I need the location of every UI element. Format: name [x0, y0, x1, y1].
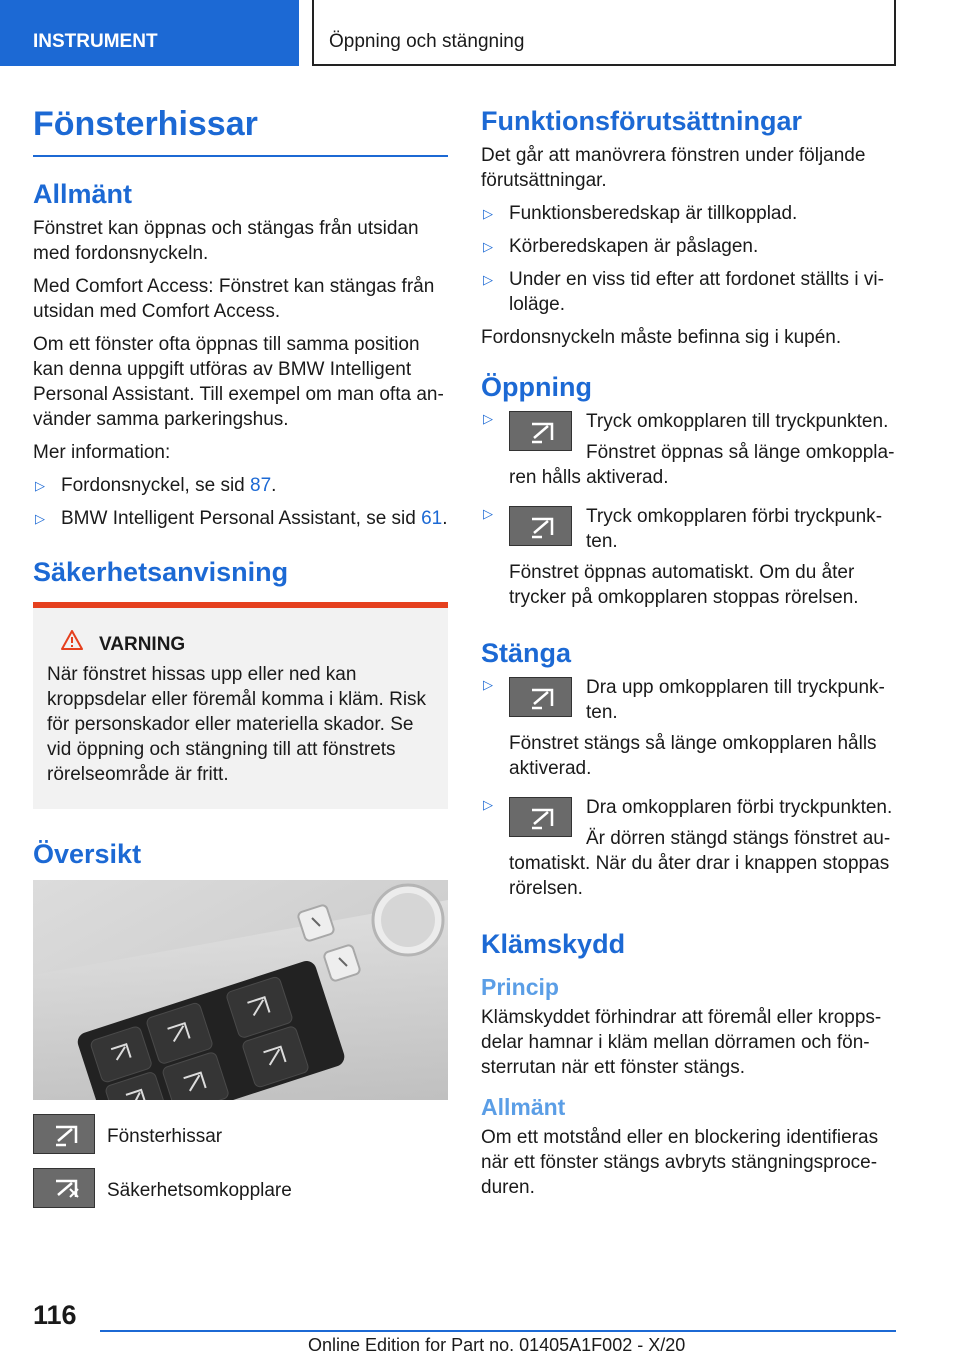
safety-heading: Säkerhetsanvisning — [33, 557, 289, 588]
list-item: ▷ Funktionsberedskap är tillkopplad. — [483, 203, 798, 224]
triangle-bullet-icon: ▷ — [483, 206, 493, 221]
triangle-bullet-icon: ▷ — [483, 411, 493, 426]
more-info-label: Mer information: — [33, 442, 171, 464]
triangle-bullet-icon: ▷ — [483, 677, 493, 692]
warning-triangle-icon — [61, 630, 83, 656]
warning-text: När fönstret hissas upp eller ned kan kroppsdelar eller föremål komma i kläm. Risk för personskador eller materiella skador. Se vid öppning och stängning till att fönstrets rörelseområde är fritt. — [47, 664, 427, 786]
requirements-heading: Funktionsförutsättningar — [481, 106, 802, 136]
safety-switch-icon — [33, 1168, 95, 1208]
general-paragraph-1: Fönstret kan öppnas och stängas från utsidan med fordonsnyckeln. — [33, 218, 419, 265]
warning-title: VARNING — [61, 630, 434, 656]
requirements-intro: Det går att manövrera fönstren under följande förutsättningar. — [481, 145, 866, 191]
section-tab — [0, 0, 299, 66]
triangle-bullet-icon: ▷ — [483, 506, 493, 521]
right-column — [481, 96, 896, 1208]
general-heading: Allmänt — [33, 179, 133, 210]
window-switch-icon — [33, 1114, 95, 1154]
pinch-general-heading: Allmänt — [481, 1094, 566, 1120]
legend-label-window-lifts: Fönsterhissar — [107, 1126, 223, 1148]
warning-box — [33, 602, 448, 809]
footer-divider — [100, 1330, 896, 1332]
legend-label-safety-switch: Säkerhetsomkopplare — [107, 1180, 292, 1202]
chapter-label: Öppning och stängning — [329, 31, 525, 52]
list-item: ▷ BMW Intelligent Personal Assistant, se sid 61. — [35, 508, 448, 530]
reference-list — [33, 473, 448, 531]
window-switch-icon — [509, 677, 572, 717]
page-number: 116 — [33, 1300, 77, 1330]
triangle-bullet-icon: ▷ — [35, 478, 45, 494]
closing-heading: Stänga — [481, 638, 572, 668]
page-link-61[interactable]: 61 — [421, 508, 443, 530]
triangle-bullet-icon: ▷ — [483, 797, 493, 812]
principle-text: Klämskyddet förhindrar att föremål eller kroppsdelar hamnar i kläm mellan dörramen och fönsterrutan när ett fönster stängs. — [481, 1007, 882, 1078]
requirements-list — [481, 201, 896, 317]
general-paragraph-2: Med Comfort Access: Fönstret kan stängas från utsidan med Comfort Access. — [33, 276, 435, 323]
legend-safety-switch — [33, 1168, 448, 1208]
triangle-bullet-icon: ▷ — [35, 511, 45, 527]
triangle-bullet-icon: ▷ — [483, 239, 493, 254]
list-item: ▷ Fordonsnyckel, se sid 87. — [35, 475, 277, 497]
window-switch-icon — [509, 797, 572, 837]
left-column — [33, 96, 448, 1222]
triangle-bullet-icon: ▷ — [483, 272, 493, 287]
opening-step-2: ▷ Tryck omkopplaren förbi tryckpunkten. Fönstret öppnas automatiskt. Om du åter trycker på omkopplaren stoppas rörelsen. — [483, 506, 883, 608]
overview-heading: Översikt — [33, 839, 142, 870]
section-label: INSTRUMENT — [33, 31, 158, 52]
requirements-note: Fordonsnyckeln måste befinna sig i kupén. — [481, 327, 842, 348]
page-link-87[interactable]: 87 — [250, 475, 272, 497]
pinch-protection-heading: Klämskydd — [481, 929, 626, 959]
window-switch-photo — [33, 880, 448, 1100]
closing-step-2: ▷ Dra omkopplaren förbi tryckpunkten. Är dörren stängd stängs fönstret automatiskt. När du åter drar i knappen stoppas rörelsen. — [483, 797, 893, 899]
opening-step-1: ▷ Tryck omkopplaren till tryckpunkten. Fönstret öppnas så länge omkopplaren hålls aktiverad. — [483, 411, 895, 488]
list-item: ▷ Körberedskapen är påslagen. — [483, 236, 759, 257]
window-switch-icon — [509, 411, 572, 451]
general-paragraph-3: Om ett fönster ofta öppnas till samma position kan denna uppgift utföras av BMW Intelligent Personal Assistant. Till exempel om man ofta använder samma parkeringshus. — [33, 334, 444, 431]
principle-heading: Princip — [481, 974, 559, 1000]
chapter-tab — [312, 0, 896, 66]
legend-window-lifts — [33, 1114, 448, 1154]
opening-heading: Öppning — [481, 372, 592, 402]
pinch-general-text: Om ett motstånd eller en blockering identifieras när ett fönster stängs avbryts stängningsproceduren. — [481, 1127, 879, 1198]
list-item: ▷ Under en viss tid efter att fordonet ställts i viloläge. — [483, 269, 884, 315]
window-switch-icon — [509, 506, 572, 546]
closing-step-1: ▷ Dra upp omkopplaren till tryckpunkten. Fönstret stängs så länge omkopplaren hålls aktiverad. — [483, 677, 885, 779]
edition-note: Online Edition for Part no. 01405A1F002 - X/20 — [308, 1335, 686, 1355]
page-title: Fönsterhissar — [33, 106, 448, 157]
